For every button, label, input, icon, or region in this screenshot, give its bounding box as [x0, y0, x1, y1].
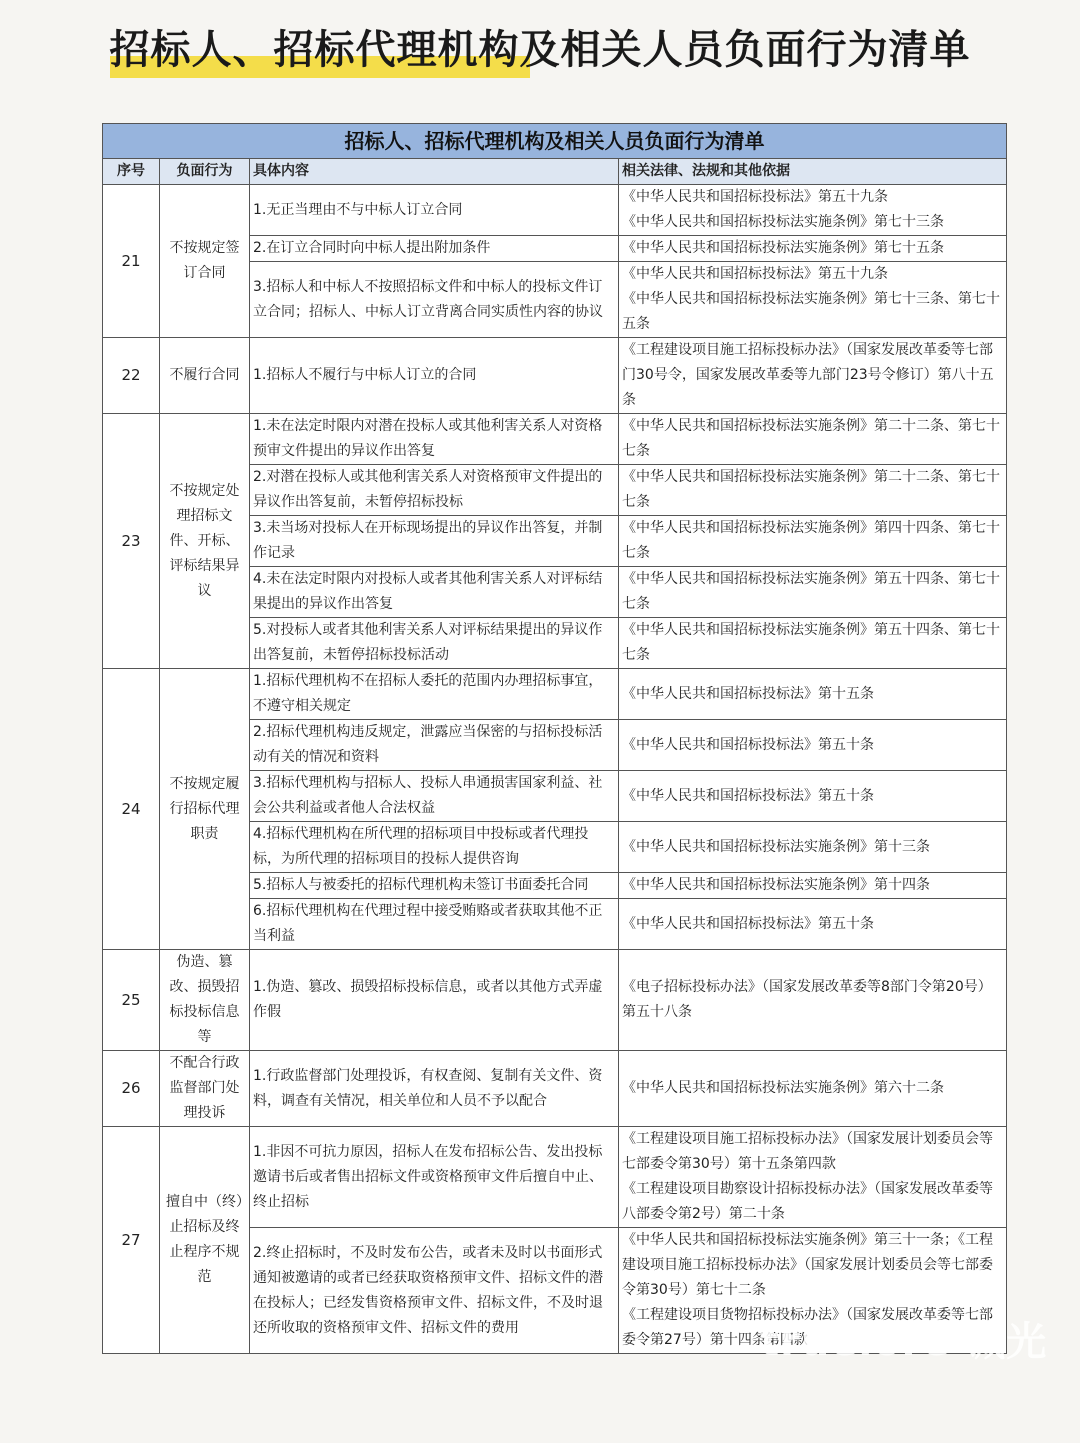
specific-content: 2.对潜在投标人或其他利害关系人对资格预审文件提出的异议作出答复前，未暂停招标投标 [250, 465, 619, 516]
page-title: 招标人、招标代理机构及相关人员负面行为清单 [0, 22, 1080, 78]
legal-basis-line: 《中华人民共和国招标投标法实施条例》第二十二条、第七十七条 [622, 469, 1000, 510]
legal-basis-line: 《工程建设项目施工招标投标办法》（国家发展计划委员会等七部委令第30号）第十五条第四款 [622, 1131, 993, 1172]
specific-content: 5.对投标人或者其他利害关系人对评标结果提出的异议作出答复前，未暂停招标投标活动 [250, 618, 619, 669]
legal-basis [619, 567, 1007, 618]
negative-behavior: 不按规定履行招标代理职责 [160, 669, 250, 950]
table-row [103, 338, 1007, 414]
legal-basis-line: 《中华人民共和国招标投标法实施条例》第六十二条 [622, 1080, 944, 1096]
legal-basis [619, 899, 1007, 950]
legal-basis [619, 516, 1007, 567]
legal-basis-line: 《工程建设项目勘察设计招标投标办法》（国家发展改革委等八部委令第2号）第二十条 [622, 1181, 993, 1222]
legal-basis [619, 338, 1007, 414]
legal-basis-line: 《中华人民共和国招标投标法实施条例》第七十五条 [622, 240, 944, 256]
negative-behavior: 不按规定签订合同 [160, 185, 250, 338]
legal-basis-line: 《电子招标投标办法》（国家发展改革委等8部门令第20号）第五十八条 [622, 979, 992, 1020]
legal-basis [619, 1051, 1007, 1127]
specific-content: 5.招标人与被委托的招标代理机构未签订书面委托合同 [250, 873, 619, 899]
table-row [103, 1051, 1007, 1127]
negative-behavior: 不配合行政监督部门处理投诉 [160, 1051, 250, 1127]
row-number: 26 [103, 1051, 160, 1127]
row-number: 23 [103, 414, 160, 669]
legal-basis-line: 《中华人民共和国招标投标法实施条例》第三十一条；《工程建设项目施工招标投标办法》（国家发展计划委员会等七部委令第30号）第七十二条 [622, 1232, 993, 1298]
specific-content: 2.招标代理机构违反规定，泄露应当保密的与招标投标活动有关的情况和资料 [250, 720, 619, 771]
legal-basis-line: 《中华人民共和国招标投标法》第五十条 [622, 736, 874, 753]
legal-basis-line: 《中华人民共和国招标投标法》第五十九条 [622, 189, 888, 205]
specific-content: 3.未当场对投标人在开标现场提出的异议作出答复，并制作记录 [250, 516, 619, 567]
specific-content: 2.在订立合同时向中标人提出附加条件 [250, 236, 619, 262]
row-number: 27 [103, 1127, 160, 1354]
table-header-row [103, 159, 1007, 185]
table-row [103, 1127, 1007, 1228]
header-no: 序号 [103, 159, 160, 185]
negative-behavior-table [102, 123, 1007, 1354]
row-number: 25 [103, 950, 160, 1051]
legal-basis-line: 《中华人民共和国招标投标法》第五十条 [622, 915, 874, 932]
specific-content: 1.伪造、篡改、损毁招标投标信息，或者以其他方式弄虚作假 [250, 950, 619, 1051]
legal-basis [619, 950, 1007, 1051]
specific-content: 3.招标代理机构与招标人、投标人串通损害国家利益、社会公共利益或者他人合法权益 [250, 771, 619, 822]
legal-basis-line: 《中华人民共和国招标投标法实施条例》第四十四条、第七十七条 [622, 520, 1000, 561]
negative-behavior: 不按规定处理招标文件、开标、评标结果异议 [160, 414, 250, 669]
legal-basis [619, 236, 1007, 262]
legal-basis [619, 414, 1007, 465]
specific-content: 1.招标人不履行与中标人订立的合同 [250, 338, 619, 414]
legal-basis-line: 《中华人民共和国招标投标法》第五十九条 [622, 266, 888, 282]
row-number: 21 [103, 185, 160, 338]
table-caption: 招标人、招标代理机构及相关人员负面行为清单 [103, 124, 1007, 159]
legal-basis [619, 1127, 1007, 1228]
legal-basis [619, 465, 1007, 516]
negative-behavior: 擅自中（终）止招标及终止程序不规范 [160, 1127, 250, 1354]
specific-content: 2.终止招标时，不及时发布公告，或者未及时以书面形式通知被邀请的或者已经获取资格预审文件、招标文件的潜在投标人；已经发售资格预审文件、招标文件，不及时退还所收取的资格预审文件、招标文件的费用 [250, 1228, 619, 1354]
table-row [103, 950, 1007, 1051]
table-row [103, 669, 1007, 720]
specific-content: 3.招标人和中标人不按照招标文件和中标人的投标文件订立合同；招标人、中标人订立背离合同实质性内容的协议 [250, 262, 619, 338]
legal-basis-line: 《中华人民共和国招标投标法》第十五条 [622, 685, 874, 702]
table-row [103, 185, 1007, 236]
legal-basis-line: 《中华人民共和国招标投标法》第五十条 [622, 787, 874, 804]
legal-basis [619, 669, 1007, 720]
legal-basis [619, 822, 1007, 873]
negative-behavior: 伪造、篡改、损毁招标投标信息等 [160, 950, 250, 1051]
legal-basis-line: 《中华人民共和国招标投标法实施条例》第五十四条、第七十七条 [622, 622, 1000, 663]
header-basis: 相关法律、法规和其他依据 [619, 159, 1007, 185]
legal-basis [619, 618, 1007, 669]
legal-basis-line: 《中华人民共和国招标投标法实施条例》第十四条 [622, 877, 930, 893]
header-behavior: 负面行为 [160, 159, 250, 185]
negative-behavior: 不履行合同 [160, 338, 250, 414]
legal-basis-line: 《工程建设项目货物招标投标办法》（国家发展改革委等七部委令第27号）第十四条第四款 [622, 1307, 993, 1348]
legal-basis [619, 720, 1007, 771]
specific-content: 4.招标代理机构在所代理的招标项目中投标或者代理投标，为所代理的招标项目的投标人提供咨询 [250, 822, 619, 873]
row-number: 24 [103, 669, 160, 950]
specific-content: 6.招标代理机构在代理过程中接受贿赂或者获取其他不正当利益 [250, 899, 619, 950]
legal-basis-line: 《中华人民共和国招标投标法实施条例》第七十三条 [622, 214, 944, 230]
row-number: 22 [103, 338, 160, 414]
legal-basis [619, 873, 1007, 899]
legal-basis [619, 262, 1007, 338]
legal-basis-line: 《中华人民共和国招标投标法实施条例》第十三条 [622, 838, 930, 855]
specific-content: 4.未在法定时限内对投标人或者其他利害关系人对评标结果提出的异议作出答复 [250, 567, 619, 618]
specific-content: 1.无正当理由不与中标人订立合同 [250, 185, 619, 236]
legal-basis-line: 《中华人民共和国招标投标法实施条例》第七十三条、第七十五条 [622, 291, 1000, 332]
legal-basis-line: 《中华人民共和国招标投标法实施条例》第五十四条、第七十七条 [622, 571, 1000, 612]
legal-basis-line: 《中华人民共和国招标投标法实施条例》第二十二条、第七十七条 [622, 418, 1000, 459]
specific-content: 1.行政监督部门处理投诉，有权查阅、复制有关文件、资料，调查有关情况，相关单位和人员不予以配合 [250, 1051, 619, 1127]
watermark: truelore 诚光 [760, 1319, 1048, 1365]
specific-content: 1.非因不可抗力原因，招标人在发布招标公告、发出投标邀请书后或者售出招标文件或资格预审文件后擅自中止、终止招标 [250, 1127, 619, 1228]
table-row [103, 414, 1007, 465]
legal-basis-line: 《工程建设项目施工招标投标办法》（国家发展改革委等七部门30号令，国家发展改革委等九部门23号令修订）第八十五条 [622, 342, 994, 408]
specific-content: 1.未在法定时限内对潜在投标人或其他利害关系人对资格预审文件提出的异议作出答复 [250, 414, 619, 465]
header-content: 具体内容 [250, 159, 619, 185]
legal-basis [619, 185, 1007, 236]
legal-basis [619, 771, 1007, 822]
specific-content: 1.招标代理机构不在招标人委托的范围内办理招标事宜，不遵守相关规定 [250, 669, 619, 720]
